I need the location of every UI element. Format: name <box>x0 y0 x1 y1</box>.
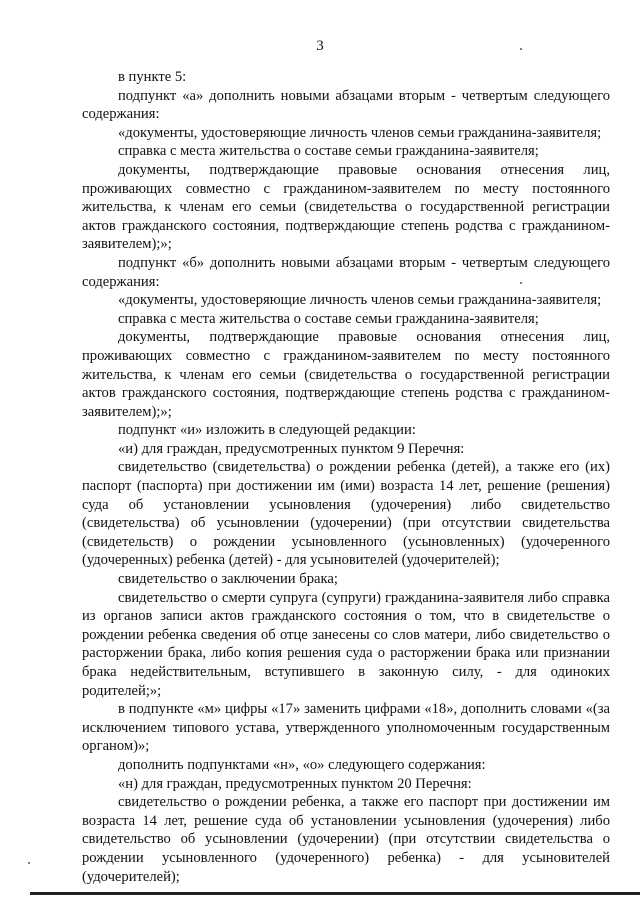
paragraph: свидетельство о смерти супруга (супруги) гражданина-заявителя либо справка из органов записи актов гражданского состояния о том, что в свидетельстве о рождении ребенка сведения об отце занесены со слов матери, либо свидетельство о расторжении брака, либо копия решения суда о расторжении брака или признании брака недействительным, вступившего в законную силу, - для одиноких родителей;»; <box>82 589 610 699</box>
document-body <box>82 68 610 886</box>
paragraph: «н) для граждан, предусмотренных пунктом 20 Перечня: <box>118 775 472 792</box>
paragraph: справка с места жительства о составе семьи гражданина-заявителя; <box>118 143 539 160</box>
scan-speck <box>520 48 522 50</box>
paragraph: в подпункте «м» цифры «17» заменить цифрами «18», дополнить словами «(за исключением типового устава, утвержденного уполномоченным государственным органом)»; <box>82 701 610 755</box>
page-number: 3 <box>316 38 324 54</box>
paragraph: подпункт «а» дополнить новыми абзацами вторым - четвертым следующего содержания: <box>82 87 610 123</box>
paragraph: свидетельство о заключении брака; <box>118 571 338 588</box>
scan-speck <box>28 862 30 864</box>
paragraph: в пункте 5: <box>118 69 187 85</box>
paragraph: «и) для граждан, предусмотренных пунктом 9 Перечня: <box>118 440 465 457</box>
paragraph: «документы, удостоверяющие личность членов семьи гражданина-заявителя; <box>118 124 602 141</box>
paragraph: «документы, удостоверяющие личность членов семьи гражданина-заявителя; <box>118 292 602 309</box>
paragraph: свидетельство о рождении ребенка, а также его паспорт при достижении им возраста 14 лет, решение суда об установлении усыновления (удочерения) либо свидетельство об усыновлении (удочерении) (при отсутствии свидетельства о рождении усыновленного (удочеренного) ребенка) - для усыновителей (удочерителей); <box>82 794 610 885</box>
scan-bottom-edge <box>30 892 640 895</box>
paragraph: свидетельство (свидетельства) о рождении ребенка (детей), а также его (их) паспорт (паспорта) при достижении им (ими) возраста 14 лет, решение (решения) суда об установлении усыновления (удочерения) либо свидетельство (свидетельства) об усыновлении (удочерении) (при отсутствии свидетельства (свидетельств) о рождении усыновленного (усыновленных) (удочеренного (удочеренных) ребенка (детей) - для усыновителей (удочерителей); <box>82 459 610 569</box>
paragraph: подпункт «б» дополнить новыми абзацами вторым - четвертым следующего содержания: <box>82 254 610 290</box>
paragraph: подпункт «и» изложить в следующей редакции: <box>118 422 416 439</box>
paragraph: справка с места жительства о составе семьи гражданина-заявителя; <box>118 310 539 327</box>
paragraph: документы, подтверждающие правовые основания отнесения лиц, проживающих совместно с гражданином-заявителем по месту постоянного жительства, к членам его семьи (свидетельства о государственной регистрации актов гражданского состояния, подтверждающие степень родства с гражданином-заявителем);»; <box>82 161 610 253</box>
paragraph: дополнить подпунктами «н», «о» следующего содержания: <box>118 756 486 773</box>
paragraph: документы, подтверждающие правовые основания отнесения лиц, проживающих совместно с гражданином-заявителем по месту постоянного жительства, к членам его семьи (свидетельства о государственной регистрации актов гражданского состояния, подтверждающие степень родства с гражданином-заявителем);»; <box>82 329 610 420</box>
